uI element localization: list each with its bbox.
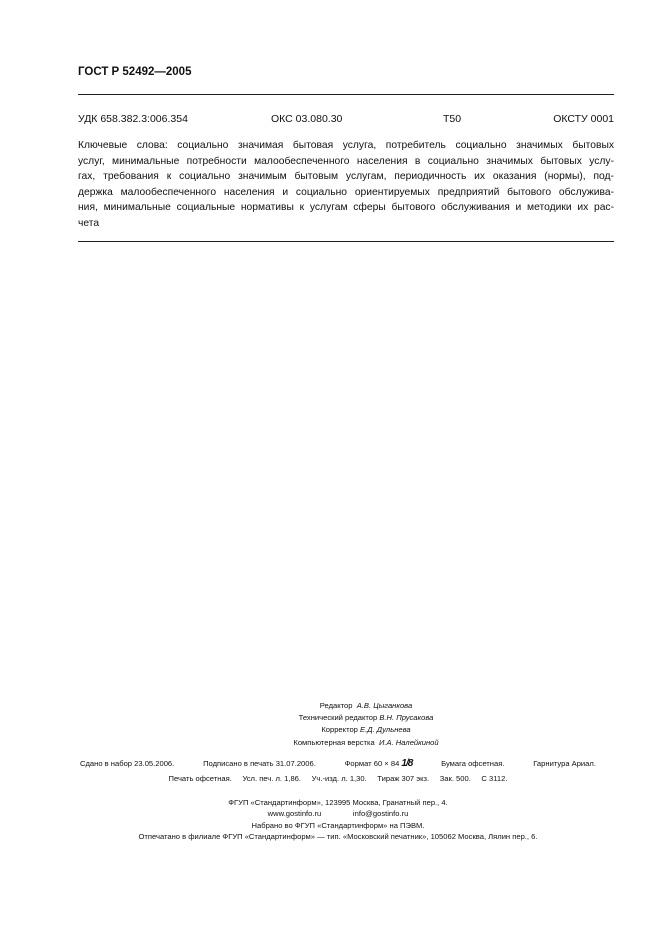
keywords-line: чета: [78, 217, 100, 229]
okstu-code: ОКСТУ 0001: [553, 113, 614, 125]
publisher-contacts: [60, 808, 616, 819]
keywords-line: ния, минимальные социальные нормативы к услугам сферы бытового обслуживания и методики их рас-: [78, 202, 614, 214]
imprint-row-2: [60, 771, 616, 786]
imprint-block: [60, 756, 616, 786]
layout-line: [236, 737, 496, 749]
imprint-sent: Сдано в набор 23.05.2006.: [80, 759, 175, 768]
imprint-format: Формат 60 × 84 1/8: [344, 758, 413, 769]
publisher-email: info@gostinfo.ru: [352, 809, 409, 819]
tech-editor-label: Технический редактор: [298, 713, 378, 723]
header-rule: [78, 94, 614, 95]
udk-code: УДК 658.382.3:006.354: [78, 113, 188, 125]
publisher-typeset: Набрано во ФГУП «Стандартинформ» на ПЭВМ.: [251, 820, 425, 830]
format-fraction: 1/8: [401, 758, 413, 769]
keywords-line: Ключевые слова: социально значимая бытовая услуга, потребитель социально значимых бытовых: [78, 140, 614, 151]
imprint-paper: Бумага офсетная.: [441, 759, 505, 768]
oks-code: ОКС 03.080.30: [271, 113, 343, 125]
t-code: Т50: [443, 113, 462, 125]
corrector-name: Е.Д. Дульнева: [360, 725, 411, 735]
imprint-sheets: Усл. печ. л. 1,86.: [242, 774, 301, 783]
keywords-rule: [78, 241, 614, 242]
corrector-label: Корректор: [321, 725, 358, 735]
publisher-printer: Отпечатано в филиале ФГУП «Стандартинформ» — тип. «Московский печатник», 105062 Москва, Лялин пер., 6.: [138, 832, 538, 842]
publisher-address: ФГУП «Стандартинформ», 123995 Москва, Гранатный пер., 4.: [228, 798, 448, 807]
imprint-row-1: [60, 756, 616, 771]
imprint-font: Гарнитура Ариал.: [533, 759, 596, 768]
corrector-line: [236, 724, 496, 736]
keywords-line: гах, требования к социально значимым бытовым услугам, периодичность их оказания (нормы), под-: [78, 171, 614, 183]
keywords-paragraph: [78, 138, 614, 232]
layout-label: Компьютерная верстка: [293, 737, 375, 747]
keywords-line: услуг, минимальные потребности малообеспеченного населения в социально значимых бытовых услу-: [78, 155, 614, 167]
publisher-site: www.gostinfo.ru: [267, 809, 322, 819]
editor-name: А.В. Цыганкова: [356, 701, 413, 710]
imprint-run: Тираж 307 экз.: [377, 774, 430, 783]
imprint-signed: Подписано в печать 31.07.2006.: [203, 759, 316, 768]
keywords-line: держка малообеспеченного населения и социально ориентируемых предприятий бытового обслужива-: [78, 186, 614, 198]
editor-label: Редактор: [319, 701, 353, 710]
layout-name: И.А. Налейкиной: [378, 737, 439, 747]
editor-line: [236, 700, 496, 712]
publisher-block: [60, 797, 616, 843]
imprint-order: Зак. 500.: [439, 774, 471, 783]
imprint-edit-sheets: Уч.-изд. л. 1,30.: [311, 774, 367, 783]
imprint-print: Печать офсетная.: [168, 774, 232, 783]
credits-block: [236, 700, 496, 749]
standard-number: ГОСТ Р 52492—2005: [78, 66, 192, 78]
tech-editor-line: [236, 712, 496, 724]
tech-editor-name: В.Н. Прусакова: [379, 713, 434, 723]
imprint-code: С 3112.: [481, 774, 508, 783]
